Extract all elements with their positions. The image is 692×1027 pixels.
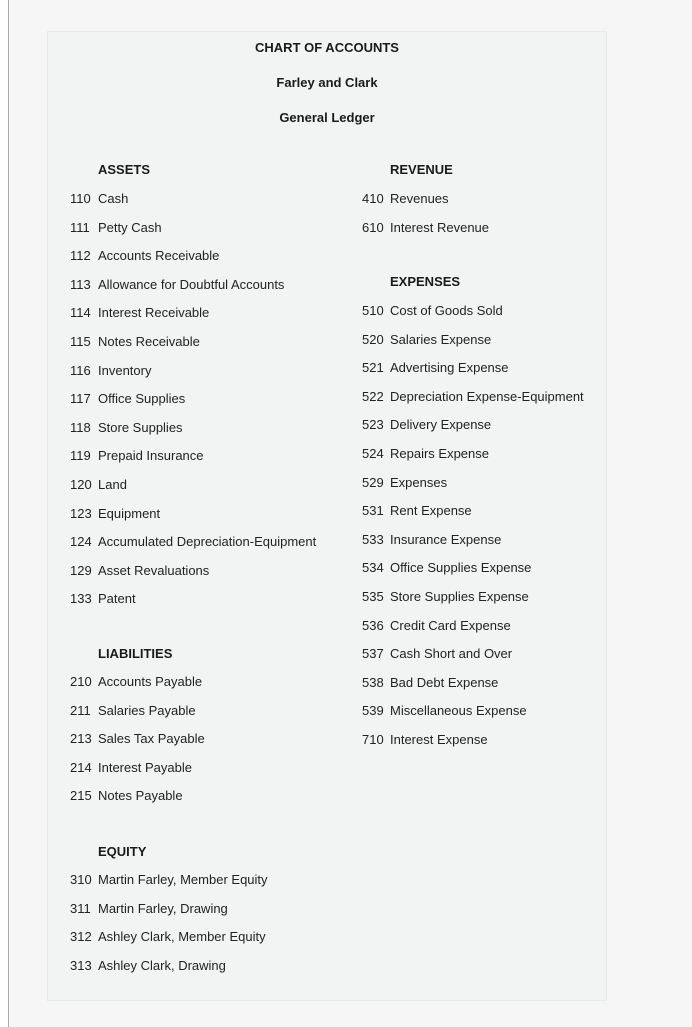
- account-row: [70, 334, 200, 349]
- account-row: [70, 391, 185, 406]
- account-name: Interest Expense: [390, 732, 488, 747]
- account-number: 123: [70, 505, 92, 521]
- account-row: [70, 448, 204, 463]
- account-name: Office Supplies: [98, 391, 186, 407]
- account-number: 114: [70, 305, 91, 321]
- account-row: [362, 220, 489, 235]
- account-name: Patent: [98, 591, 136, 607]
- account-name: Cash: [98, 191, 129, 206]
- account-name: Land: [98, 477, 127, 492]
- account-number: 133: [70, 591, 92, 607]
- account-name: Expenses: [390, 474, 448, 490]
- account-row: [362, 503, 472, 518]
- account-number: 510: [362, 303, 384, 318]
- account-name: Ashley Clark, Drawing: [98, 957, 226, 973]
- account-number: 129: [70, 562, 92, 578]
- account-name: Accumulated Depreciation-Equipment: [98, 534, 317, 550]
- account-number: 535: [362, 589, 384, 604]
- account-row: [362, 560, 531, 575]
- account-row: [70, 929, 266, 944]
- account-name: Martin Farley, Member Equity: [98, 872, 268, 887]
- account-row: [362, 475, 447, 490]
- account-name: Equipment: [98, 505, 161, 521]
- account-number: 110: [70, 191, 91, 206]
- account-name: Advertising Expense: [390, 360, 509, 376]
- account-name: Interest Revenue: [390, 219, 490, 235]
- account-number: 112: [70, 248, 91, 264]
- account-row: [362, 303, 503, 318]
- account-number: 115: [70, 334, 91, 349]
- account-row: [70, 760, 192, 775]
- account-row: [362, 703, 527, 718]
- account-number: 537: [362, 646, 384, 662]
- account-name: Inventory: [98, 362, 152, 378]
- company-name: Farley and Clark: [276, 75, 378, 90]
- expenses-heading: EXPENSES: [390, 274, 461, 289]
- account-name: Depreciation Expense-Equipment: [390, 388, 584, 404]
- account-number: 111: [70, 219, 90, 235]
- account-number: 523: [362, 417, 384, 433]
- liabilities-heading: LIABILITIES: [98, 646, 173, 661]
- account-number: 610: [362, 219, 384, 235]
- account-number: 533: [362, 531, 384, 547]
- account-row: [362, 389, 584, 404]
- account-row: [362, 732, 488, 747]
- account-row: [362, 446, 489, 461]
- account-number: 522: [362, 388, 384, 404]
- account-row: [362, 646, 512, 661]
- account-row: [70, 420, 183, 435]
- account-name: Ashley Clark, Member Equity: [98, 929, 266, 945]
- account-row: [70, 563, 209, 578]
- account-row: [362, 417, 491, 432]
- account-name: Martin Farley, Drawing: [98, 900, 228, 916]
- account-name: Asset Revaluations: [98, 562, 210, 578]
- account-number: 531: [362, 503, 384, 519]
- account-number: 534: [362, 560, 384, 576]
- account-name: Allowance for Doubtful Accounts: [98, 276, 285, 292]
- account-name: Insurance Expense: [390, 531, 502, 547]
- account-number: 313: [70, 957, 92, 973]
- equity-heading: EQUITY: [98, 844, 147, 859]
- account-row: [362, 332, 491, 347]
- account-row: [70, 901, 228, 916]
- account-number: 312: [70, 929, 92, 945]
- account-row: [70, 363, 151, 378]
- account-number: 214: [70, 759, 92, 775]
- account-number: 211: [70, 702, 91, 718]
- account-name: Store Supplies: [98, 419, 183, 435]
- account-name: Accounts Payable: [98, 674, 203, 689]
- account-number: 520: [362, 331, 384, 347]
- account-row: [70, 958, 226, 973]
- account-name: Salaries Payable: [98, 702, 196, 718]
- account-name: Cash Short and Over: [390, 646, 513, 662]
- account-number: 113: [70, 276, 91, 292]
- account-row: [70, 506, 160, 521]
- account-row: [362, 360, 509, 375]
- account-row: [70, 872, 268, 887]
- account-name: Rent Expense: [390, 503, 472, 519]
- ledger-subtitle: General Ledger: [279, 110, 375, 125]
- account-name: Cost of Goods Sold: [390, 303, 503, 318]
- account-number: 215: [70, 788, 92, 804]
- account-number: 536: [362, 617, 384, 633]
- account-name: Store Supplies Expense: [390, 589, 529, 604]
- account-number: 116: [70, 362, 91, 378]
- account-name: Credit Card Expense: [390, 617, 511, 633]
- account-row: [70, 703, 196, 718]
- account-row: [70, 277, 284, 292]
- account-name: Revenues: [390, 191, 449, 206]
- account-name: Notes Receivable: [98, 334, 200, 349]
- account-number: 213: [70, 731, 92, 747]
- account-name: Accounts Receivable: [98, 248, 220, 264]
- account-row: [70, 220, 162, 235]
- account-name: Petty Cash: [98, 219, 162, 235]
- account-number: 117: [70, 391, 91, 407]
- account-name: Repairs Expense: [390, 446, 489, 461]
- account-row: [70, 788, 183, 803]
- account-number: 529: [362, 474, 384, 490]
- account-row: [362, 532, 501, 547]
- account-row: [70, 477, 127, 492]
- account-name: Sales Tax Payable: [98, 731, 205, 747]
- account-row: [70, 591, 136, 606]
- account-row: [362, 675, 498, 690]
- account-row: [70, 674, 202, 689]
- account-number: 524: [362, 446, 384, 461]
- account-name: Interest Payable: [98, 759, 192, 775]
- account-name: Notes Payable: [98, 788, 183, 804]
- account-row: [70, 534, 316, 549]
- account-number: 210: [70, 674, 92, 689]
- account-number: 119: [70, 448, 91, 464]
- account-number: 539: [362, 703, 384, 719]
- account-number: 521: [362, 360, 384, 376]
- account-row: [70, 248, 219, 263]
- account-name: Delivery Expense: [390, 417, 492, 433]
- assets-heading: ASSETS: [98, 162, 151, 177]
- account-row: [70, 191, 128, 206]
- account-row: [362, 618, 511, 633]
- account-number: 124: [70, 534, 92, 550]
- account-row: [70, 305, 209, 320]
- account-number: 118: [70, 419, 91, 435]
- account-name: Interest Receivable: [98, 305, 210, 321]
- account-name: Prepaid Insurance: [98, 448, 204, 464]
- account-name: Salaries Expense: [390, 331, 492, 347]
- account-row: [362, 191, 449, 206]
- account-number: 710: [362, 732, 384, 747]
- document-title: CHART OF ACCOUNTS: [255, 40, 399, 55]
- account-number: 310: [70, 872, 92, 887]
- account-number: 538: [362, 674, 384, 690]
- account-number: 410: [362, 191, 384, 206]
- account-row: [70, 731, 205, 746]
- account-number: 311: [70, 900, 91, 916]
- account-row: [362, 589, 529, 604]
- account-name: Bad Debt Expense: [390, 674, 499, 690]
- revenue-heading: REVENUE: [390, 162, 453, 177]
- account-number: 120: [70, 477, 92, 492]
- account-name: Office Supplies Expense: [390, 560, 532, 576]
- account-name: Miscellaneous Expense: [390, 703, 527, 719]
